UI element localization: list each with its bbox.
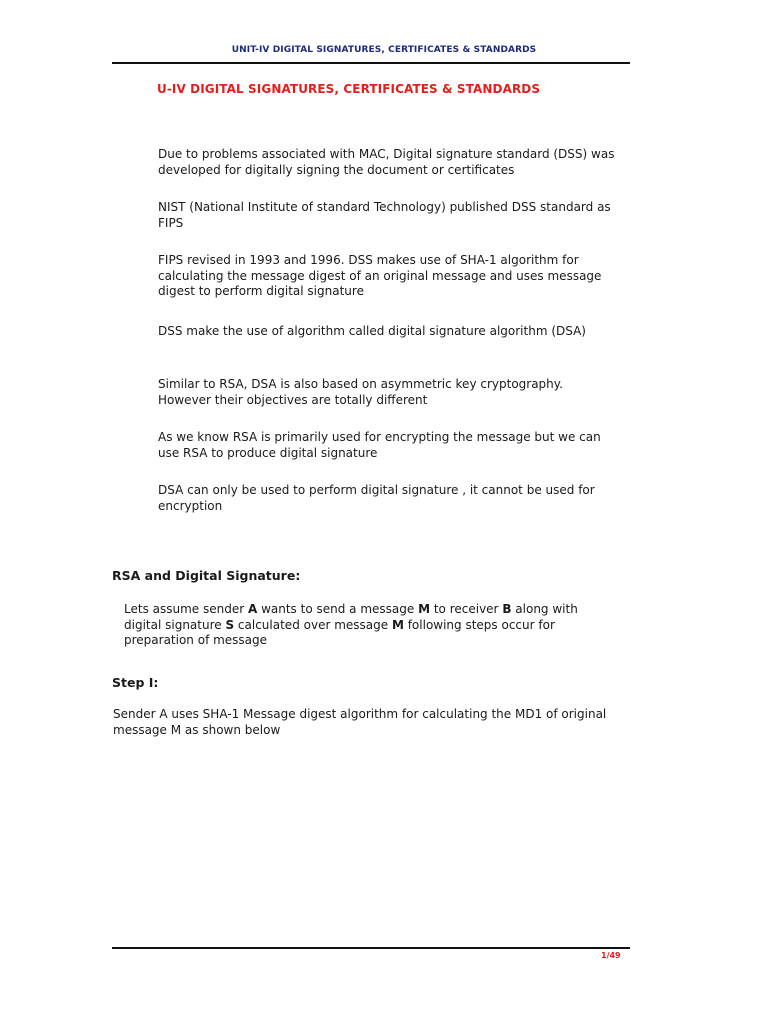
paragraph-rsa-similarity: Similar to RSA, DSA is also based on asymmetric key cryptography. However their objectives are totally different (158, 377, 563, 407)
footer-rule (112, 947, 630, 949)
page-number: 1/49 (601, 951, 621, 960)
paragraph-rsa-usage: As we know RSA is primarily used for encrypting the message but we can use RSA to produce digital signature (158, 430, 601, 460)
paragraph-nist: NIST (National Institute of standard Technology) published DSS standard as FIPS (158, 200, 611, 230)
rsa-intro-paragraph: Lets assume sender A wants to send a message M to receiver B along with digital signature S calculated over message M following steps occur for preparation of message (124, 602, 578, 647)
page-title: U-IV DIGITAL SIGNATURES, CERTIFICATES & STANDARDS (157, 82, 541, 96)
paragraph-dsa: DSS make the use of algorithm called digital signature algorithm (DSA) (158, 324, 586, 338)
header-rule (112, 62, 630, 64)
paragraph-dsa-limitation: DSA can only be used to perform digital signature , it cannot be used for encryption (158, 483, 595, 513)
section-heading-rsa: RSA and Digital Signature: (112, 568, 301, 583)
paragraph-fips: FIPS revised in 1993 and 1996. DSS makes use of SHA-1 algorithm for calculating the message digest of an original message and uses message digest to perform digital signature (158, 253, 602, 298)
section-heading-step-1: Step I: (112, 675, 159, 690)
running-header: UNIT-IV DIGITAL SIGNATURES, CERTIFICATES & STANDARDS (231, 45, 537, 55)
step-1-text: Sender A uses SHA-1 Message digest algorithm for calculating the MD1 of original message M as shown below (113, 707, 607, 737)
paragraph-dss-origin: Due to problems associated with MAC, Digital signature standard (DSS) was developed for digitally signing the document or certificates (158, 147, 615, 177)
